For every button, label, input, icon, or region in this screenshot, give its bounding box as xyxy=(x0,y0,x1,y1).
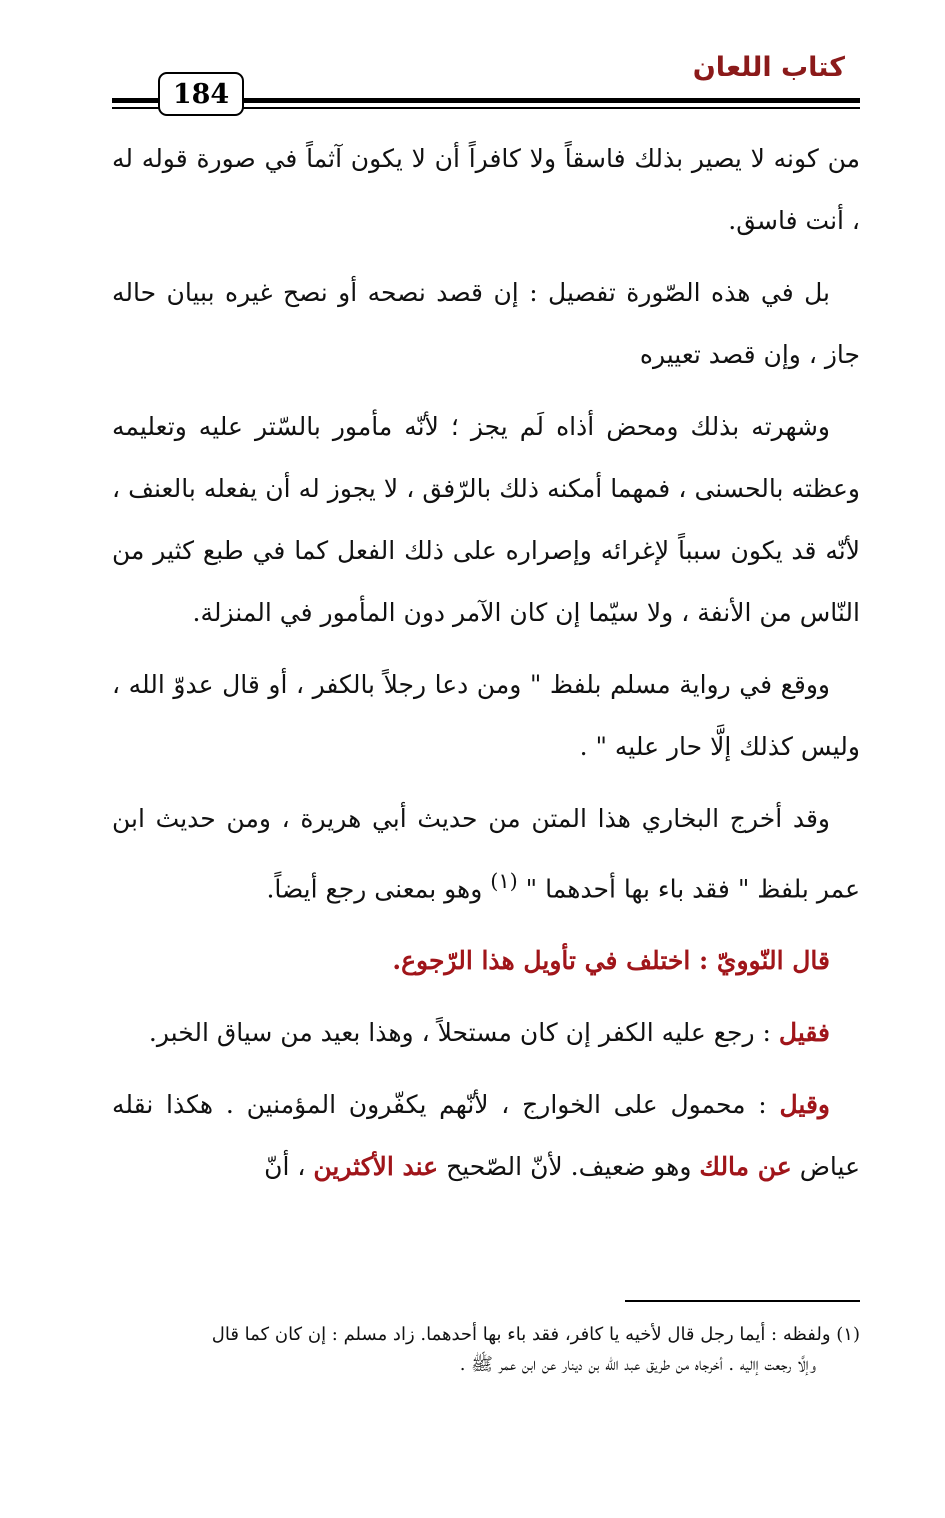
paragraph-4: ووقع في رواية مسلم بلفظ " ومن دعا رجلاً بالكفر ، أو قال عدوّ الله ، وليس كذلك إلَّا حار عليه " . xyxy=(112,670,860,761)
page-number-box xyxy=(158,72,244,116)
footnote-line-2: وإلَّا رجعت إاليه . أخرجاه من طريق عبد الله بن دينار عن ابن عمر ﷺ . xyxy=(459,1354,816,1375)
paragraph-7: فقيل : رجع عليه الكفر إن كان مستحلاً ، وهذا بعيد من سياق الخبر. xyxy=(148,1018,830,1048)
lead-word-faqil: فقيل xyxy=(778,1018,830,1048)
footnote-line-1: (١) ولفظه : أيما رجل قال لأخيه يا كافر، فقد باء بها أحدهما. زاد مسلم : إن كان كما قال xyxy=(211,1324,860,1345)
running-header-title: كتاب اللعان xyxy=(692,52,845,83)
paragraph-3: وشهرته بذلك ومحض أذاه لَم يجز ؛ لأنّه مأمور بالسّتر عليه وتعليمه وعظته بالحسنى ، فمهما أمكنه ذلك بالرّفق ، لا يجوز له أن يفعله بالعنف ، لأنّه قد يكون سبباً لإغرائه وإصراره على ذلك الفعل كما في طبع كثير من النّاس من الأنفة ، ولا سيّما إن كان الآمر دون المأمور في المنزلة. xyxy=(112,412,860,627)
paragraph-2: بل في هذه الصّورة تفصيل : إن قصد نصحه أو نصح غيره ببيان حاله جاز ، وإن قصد تعييره xyxy=(112,278,860,369)
paragraph-5: وقد أخرج البخاري هذا المتن من حديث أبي هريرة ، ومن حديث ابن عمر بلفظ " فقد باء بها أحدهما " $^{(١)}$ وهو بمعنى رجع أيضاً. xyxy=(112,804,860,904)
paragraph-1: من كونه لا يصير بذلك فاسقاً ولا كافراً أن لا يكون آثماً في صورة قوله له ، أنت فاسق. xyxy=(112,144,860,235)
paragraph-8: وقيل : محمول على الخوارج ، لأنّهم يكفّرون المؤمنين . هكذا نقله عياض عن مالك وهو ضعيف. لأنّ الصّحيح عند الأكثرين ، أنّ xyxy=(112,1090,860,1182)
paragraph-6: قال النّوويّ : اختلف في تأويل هذا الرّجوع. xyxy=(392,946,830,976)
lead-word-waqil: وقيل xyxy=(779,1090,830,1120)
body-text xyxy=(112,128,860,1208)
footnote-ref[interactable]: (١) xyxy=(490,869,518,893)
page-number: 184 xyxy=(172,78,230,110)
footnote-rule xyxy=(625,1300,860,1302)
footnotes xyxy=(112,1320,860,1380)
